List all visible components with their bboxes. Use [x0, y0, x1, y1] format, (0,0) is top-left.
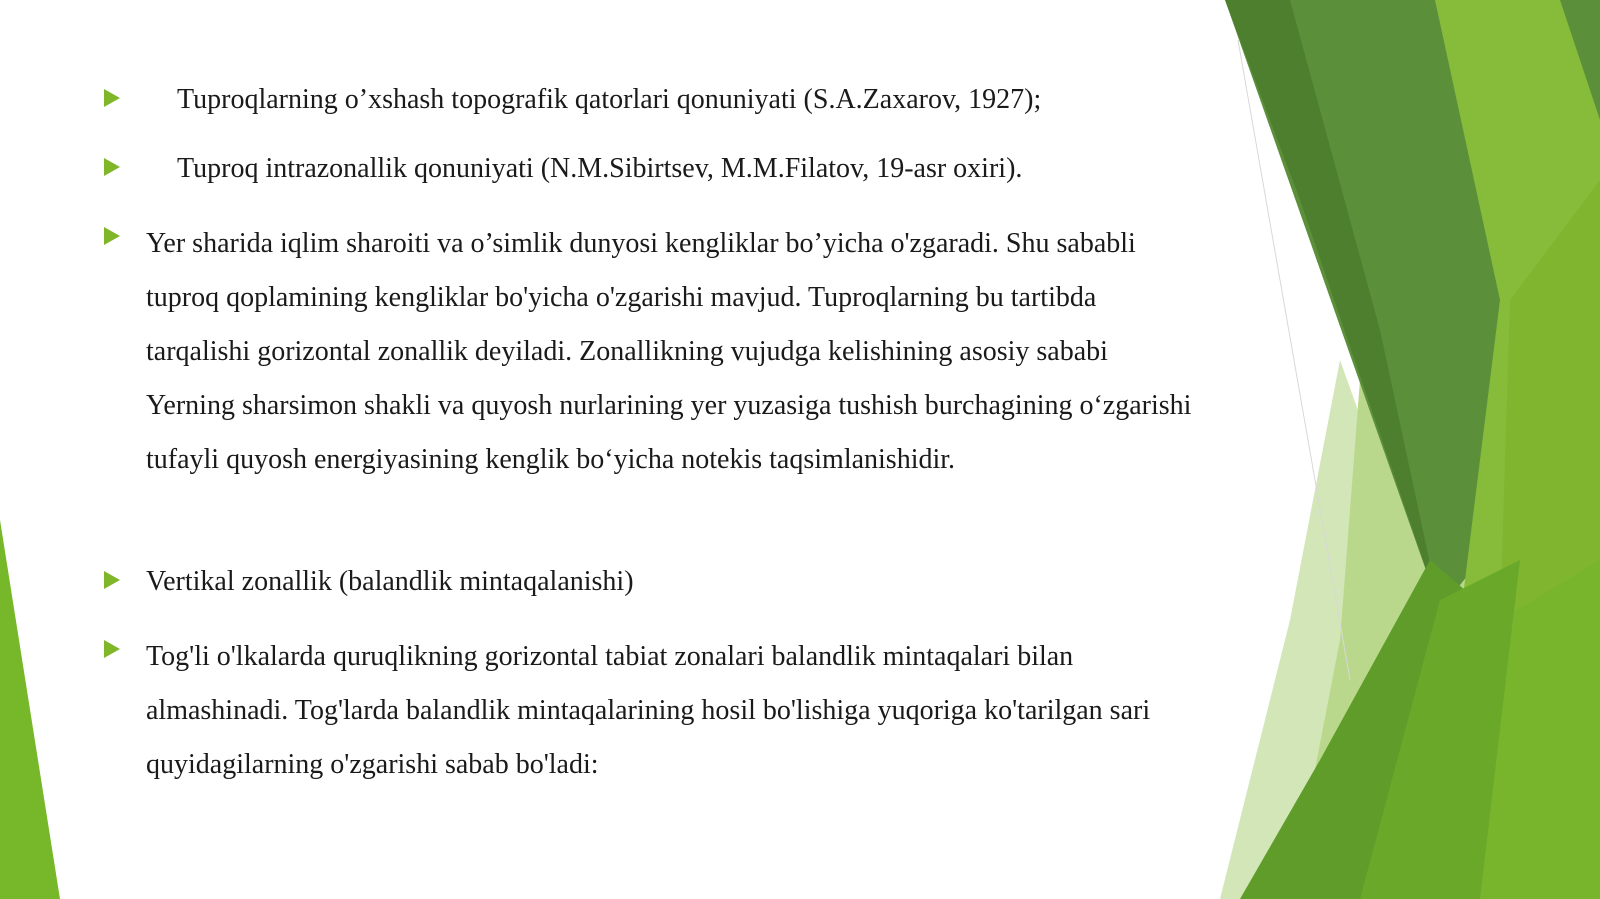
bullet-arrow-icon [104, 227, 120, 245]
bullet-arrow-icon [104, 89, 120, 107]
bullet-text: Vertikal zonallik (balandlik mintaqalanishi) [146, 566, 634, 597]
bullet-arrow-icon [104, 158, 120, 176]
bullet-text: Tog'li o'lkalarda quruqlikning gorizontal tabiat zonalari balandlik mintaqalari bilan almashinadi. Tog'larda balandlik mintaqalarining hosil bo'lishiga yuqoriga ko'tarilgan sari quyidagilarning o'zgarishi sabab bo'ladi: [146, 641, 1151, 780]
bullet-arrow-icon [104, 640, 120, 658]
bullet-text: Tuproqlarning o’xshash topografik qatorlari qonuniyati (S.A.Zaxarov, 1927); [177, 84, 1042, 115]
bullet-arrow-icon [104, 571, 120, 589]
bullet-text: Yer sharida iqlim sharoiti va o’simlik dunyosi kengliklar bo’yicha o'zgaradi. Shu sababli tuproq qoplamining kengliklar bo'yicha o'zgarishi mavjud. Tuproqlarning bu tartibda tarqalishi gorizontal zonallik deyiladi. Zonallikning vujudga kelishining asosiy sababi Yerning sharsimon shakli va quyosh nurlarining yer yuzasiga tushish burchagining o‘zgarishi tufayli quyosh energiyasining kenglik bo‘yicha notekis taqsimlanishidir. [146, 228, 1192, 475]
bullet-text: Tuproq intrazonallik qonuniyati (N.M.Sibirtsev, M.M.Filatov, 19-asr oxiri). [177, 153, 1023, 184]
